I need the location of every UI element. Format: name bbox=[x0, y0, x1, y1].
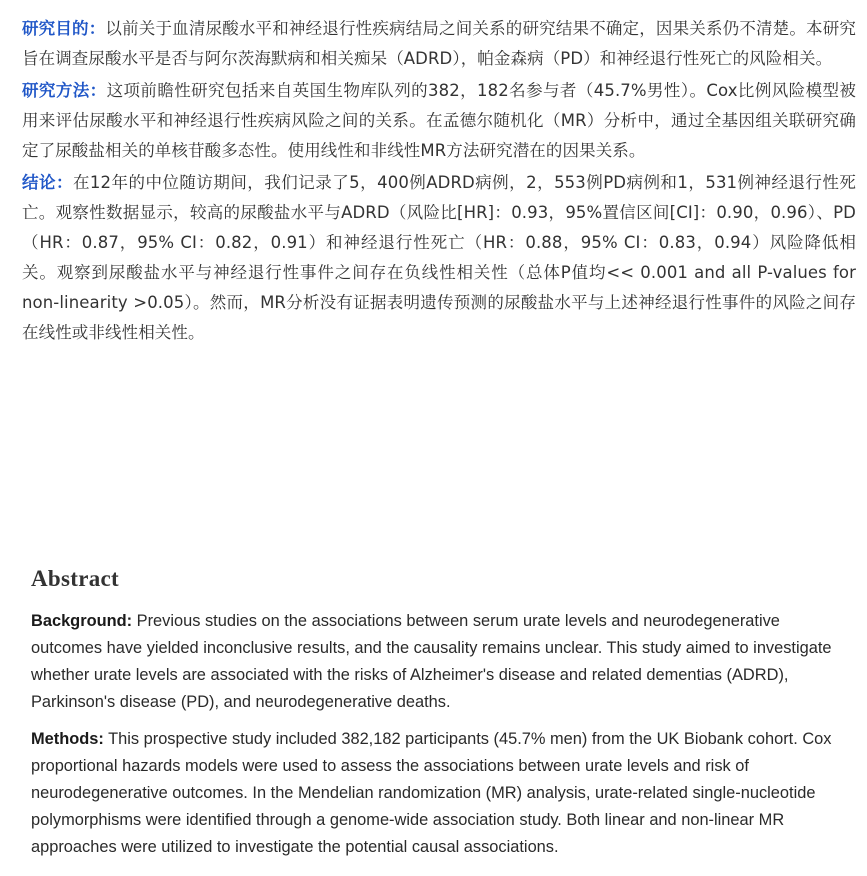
cn-purpose-label: 研究目的： bbox=[22, 19, 106, 38]
cn-purpose-text: 以前关于血清尿酸水平和神经退行性疾病结局之间关系的研究结果不确定，因果关系仍不清楚。本研究旨在调查尿酸水平是否与阿尔茨海默病和相关痴呆（ADRD），帕金森病（PD）和神经退行性死亡的风险相关。 bbox=[22, 19, 857, 68]
en-methods-label: Methods: bbox=[31, 730, 104, 748]
english-abstract bbox=[31, 562, 847, 871]
chinese-summary bbox=[22, 14, 856, 350]
cn-methods-text: 这项前瞻性研究包括来自英国生物库队列的382，182名参与者（45.7%男性）。Cox比例风险模型被用来评估尿酸水平和神经退行性疾病风险之间的关系。在孟德尔随机化（MR）分析中，通过全基因组关联研究确定了尿酸盐相关的单核苷酸多态性。使用线性和非线性MR方法研究潜在的因果关系。 bbox=[22, 81, 857, 160]
cn-methods-paragraph bbox=[22, 76, 856, 166]
en-background-label: Background: bbox=[31, 612, 133, 630]
cn-methods-label: 研究方法： bbox=[22, 81, 107, 100]
en-background-paragraph bbox=[31, 608, 847, 716]
en-background-text: Previous studies on the associations between serum urate levels and neurodegenerative outcomes have yielded inconclusive results, and the causality remains unclear. This study aimed to investigate whether urate levels are associated with the risks of Alzheimer's disease and related dementias (ADRD), Parkinson's disease (PD), and neurodegenerative deaths. bbox=[31, 612, 832, 711]
abstract-title: Abstract bbox=[31, 566, 119, 591]
cn-conclusion-label: 结论： bbox=[22, 173, 73, 192]
cn-conclusion-text: 在12年的中位随访期间，我们记录了5，400例ADRD病例，2，553例PD病例和1，531例神经退行性死亡。观察性数据显示，较高的尿酸盐水平与ADRD（风险比[HR]：0.93，95%置信区间[CI]：0.90，0.96）、PD（HR：0.87，95% CI：0.82，0.91）和神经退行性死亡（HR：0.88，95% CI：0.83，0.94）风险降低相关。观察到尿酸盐水平与神经退行性事件之间存在负线性相关性（总体P值均<< 0.001 and all P-values for non-linearity >0.05）。然而，MR分析没有证据表明遗传预测的尿酸盐水平与上述神经退行性事件的风险之间存在线性或非线性相关性。 bbox=[22, 173, 856, 342]
cn-purpose-paragraph bbox=[22, 14, 856, 74]
en-methods-text: This prospective study included 382,182 participants (45.7% men) from the UK Biobank cohort. Cox proportional hazards models were used to assess the associations between urate levels and risk of neurodegenerative outcomes. In the Mendelian randomization (MR) analysis, urate-related single-nucleotide polymorphisms were identified through a genome-wide association study. Both linear and non-linear MR approaches were utilized to investigate the potential causal associations. bbox=[31, 730, 832, 856]
cn-conclusion-paragraph bbox=[22, 168, 856, 348]
en-methods-paragraph bbox=[31, 726, 847, 861]
